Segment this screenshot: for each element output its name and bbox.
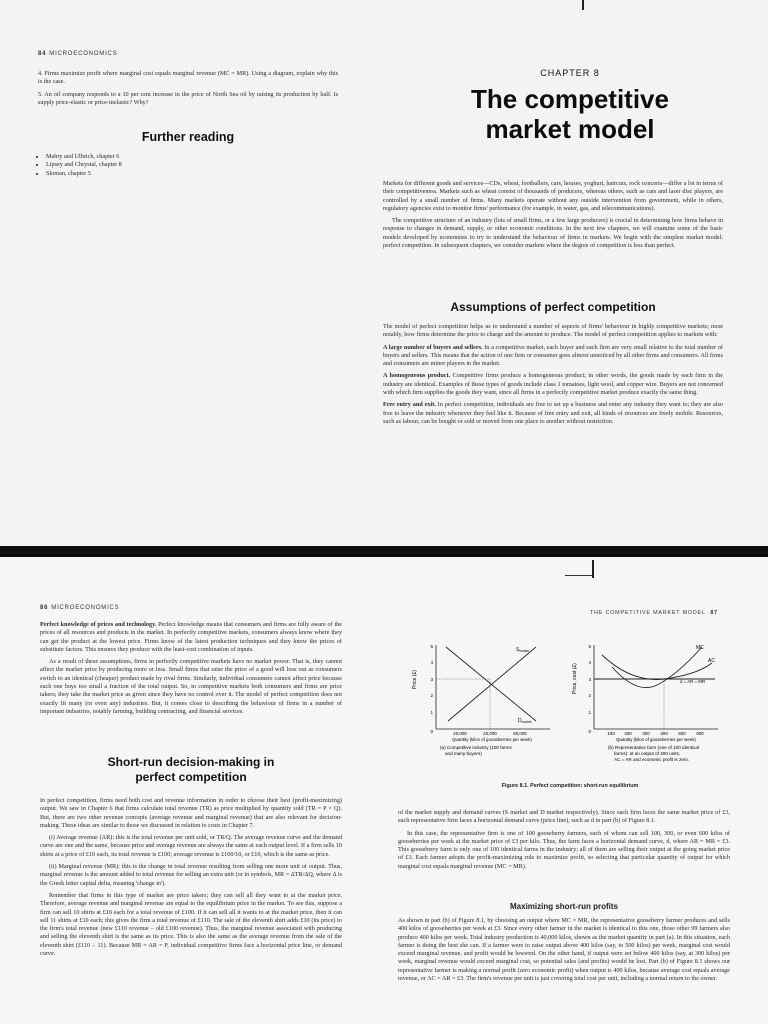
running-head [38,51,117,57]
short-run-paragraph: (ii) Marginal revenue (MR): this is the change in total revenue resulting from selling one more unit of output. Thus, marginal revenue is the amount added to total revenue for selling an extra unit (or in symbols, MR = ΔTR/ΔQ, where Δ is the Greek letter capital delta, meaning 'change in'). [40,863,342,887]
knowledge-section [40,621,342,720]
short-run-paragraph: (i) Average revenue (AR): this is the total revenue per unit sold, or TR/Q. The average revenue curve and the demand curve are one and the same, because price and average revenue are always the same at each output level. If a firm sells 10 shirts at a price of £10 each, its total revenue is £100; average revenue is £100/10, or £10, which is the same as price. [40,834,342,858]
tick-label: 40,000 [483,731,497,736]
assumptions-title: Assumptions of perfect competition [450,300,656,314]
maximizing-paragraph: As shown in part (b) of Figure 8.1, by choosing an output where MC = MR, the representative gooseberry farmer produces and sells 400 kilos of gooseberries per week at £3. Since every other farmer in the market is identical to this one, those other 99 farmers also produce 400 kilos per week. Total industry production is 40,000 kilos, shown as the market quantity in part (a). In this situation, each farmer is doing the best she can. If a farmer were to raise output above 400 kilos (say, to 500 kilos) per week, marginal cost would exceed marginal revenue, and profit would be lowered. On the other hand, if output were set below 400 kilos (say, at 300 kilos) per week, marginal revenue would exceed marginal cost, so potential sales (and profits) would be lost. Part (b) of Figure 8.1 shows our representative farmer is making a normal profit (zero economic profit) when output is 400 kilos, because average cost equals average revenue, or AC = AR = £3. The firm's revenue per unit is just covering total cost per unit, including a normal return to the owner. [398,917,730,983]
panel-a-ylabel: Price (£) [412,670,418,689]
panel-b-caption: AC = AR and economic profit is zero. [614,757,690,762]
chapter-title [400,84,740,144]
demand-label: $D_{market}$ [518,718,532,724]
tick-label: 60,000 [513,731,527,736]
panel-a [412,644,550,756]
tick-label: 4 [588,660,591,665]
bottom-spread [0,557,768,1024]
panel-b-xlabel: Quantity (kilos of gooseberries per week) [616,737,696,742]
assumption-item: Free entry and exit. In perfect competition, individuals are free to set up a business and enter any industry they want to; they are also free to leave the industry whenever they feel like it. Because of free entry and exit, all kinds of resources are freely mobile. Resources, such as labour, can be bought or sold or moved from one place to another without restriction. [383,401,723,425]
tick-label: 400 [660,731,668,736]
tick-label: 1 [430,710,433,715]
list-item: • Lipsey and Chrystal, chapter 8 [46,161,336,169]
assumptions-body [383,323,723,430]
running-head [590,610,721,616]
list-item: • Mabry and Ulbrich, chapter 6 [46,153,336,161]
tick-label: 600 [696,731,704,736]
further-reading-list [38,153,336,178]
tick-label: 1 [588,710,591,715]
assumption-item: A large number of buyers and sellers. In a competitive market, each buyer and each firm are very small relative to the total number of buyers and sellers. This means that the action of one firm or consumer goes almost unnoticed by all other firms and consumers. All firms and consumers are minor players in the market. [383,343,723,368]
short-run-paragraph: Remember that firms in this type of market are price takers; they can sell all they want to at the market price. Therefore, average revenue and marginal revenue are equal to the equilibrium price in the market. To see this, suppose a firm can sell 10 shirts at £10 each for a total revenue of £100. If it can sell all it wants to at the market price, then it can sell 11 shirts at £10 each; this gives the firm a total revenue of £110. The sale of the eleventh shirt adds £10 (its price) to the firm's total revenue (new £110 revenue – old £100 revenue). Thus, the marginal revenue associated with producing and selling the eleventh shirt is the same as its price. This is also the same as the average revenue from the sale of the eleventh shirt (£110 ÷ 11). Because MR = AR = P, individual competitive firms face a horizontal price line, or demand curve. [40,891,342,958]
running-head-text: MICROECONOMICS [49,51,118,57]
farm-paragraph: In this case, the representative firm is one of 100 gooseberry farmers, each of whom can sell 100, 300, or even 600 kilos of gooseberries per week at the market price of £3 per kilo. Thus, the farm faces a horizontal demand curve, d, where AR = MR = £3. This gooseberry farm is only one of 100 identical farms in the industry; all of them are selling their output at the going market price of £3. Each farmer adopts the profit-maximizing rule to maximize profit, so selecting that particular quantity of output for which marginal cost equals marginal revenue (MC = MR). [398,829,730,870]
tick-label: 20,000 [453,731,467,736]
short-run-title: Short-run decision-making in perfect competition [107,755,275,784]
demand-price-label: d = AR = MR [680,679,706,684]
maximizing-body [398,917,730,987]
figure-caption: Figure 8.1. Perfect competition: short-run equilibrium [501,783,639,789]
question-4: 4. Firms maximize profit where marginal cost equals marginal revenue (MC = MR). Using a diagram, explain why this is the case. [38,70,338,86]
panel-a-y-ticks [430,644,433,734]
tick-label: 3 [430,677,433,682]
tick-label: 2 [430,693,433,698]
tick-label: 2 [588,693,591,698]
assumptions-intro: The model of perfect competition helps us to understand a number of aspects of firms' behaviour in highly competitive markets; most notably, how firms determine the price to charge and the amount to produce. The model of perfect competition applies to markets with: [383,323,723,339]
assumption-item: A homogeneous product. Competitive firms produce a homogeneous product; in other words, the goods made by each firm in the industry are identical. Examples of these types of goods include class 1 tomatoes, light wool, and copper wire. Buyers are not concerned with which firm supplies the goods they want, since all firms in a perfectly competitive market produce exactly the same thing. [383,372,723,397]
tick-label: 5 [588,644,591,649]
mc-label: MC [696,645,704,651]
price-takers-paragraph: As a result of these assumptions, firms in perfectly competitive markets have no market power. That is, they cannot affect the market price by producing more or less. Small firms that raise the price of a good will lose out as consumers switch to an identical (cheaper) product made by rival firms. Similarly, individual consumers cannot affect price because each one buys too small a fraction of the total output. So, in competitive markets both consumers and firms are price takers; they take the market price as given since they have no control over it. The model of perfect competition does not exactly fit many (or even any) industries. But, it comes close to describing the behaviour of firms in a number of important industries, notably farming, building contracting, and financial services. [40,658,342,715]
running-head [40,605,119,611]
right-page-body [398,809,730,875]
supply-label: $S_{market}$ [516,647,530,653]
tick-label: 300 [642,731,650,736]
tick-label: 4 [430,660,433,665]
chapter-intro [383,180,723,254]
intro-paragraph: The competitive structure of an industry (lots of small firms, or a few large producers) is crucial in determining how firms behave in response to changes in demand, supply, or other economic conditions. In the next few chapters, we will examine some of the basic models developed by economists to try to understand the behaviour of firms in markets. We begin with the simplest market model: perfect competition. In subsequent chapters, we consider markets where the degree of competition is less than perfect. [383,217,723,250]
end-questions [38,70,338,111]
short-run-body [40,797,342,962]
page-number: 84 [38,51,47,57]
tick-label: 0 [588,729,591,734]
panel-a-xlabel: Quantity (kilos of gooseberries per week) [452,737,532,742]
further-reading-title: Further reading [141,130,235,144]
running-head-text: THE COMPETITIVE MARKET MODEL [590,610,706,616]
chapter-title-line: The competitive [471,84,669,114]
gutter-line [565,575,593,576]
panel-b-x-ticks [607,731,704,736]
chapter-label: CHAPTER 8 [540,68,600,78]
question-5: 5. An oil company responds to a 10 per cent increase in the price of North Sea oil by raising its production by half. Is supply price-elastic or price-inelastic? Why? [38,90,338,106]
tick-label: 500 [678,731,686,736]
short-run-paragraph: In perfect competition, firms need both cost and revenue information in order to choose their best (profit-maximizing) output. We saw in Chapter 6 that firms calculate total revenue (TR) as price multiplied by quantity sold (TR = P × Q). But, there are two other revenue concepts (average revenue and marginal revenue) that are also relevant for decision-making. These ideas are similar to those we discussed in relation to costs in Chapter 7. [40,797,342,829]
panel-b-caption: (b) Representative farm (one of 100 identical [608,745,699,750]
tick-label: 100 [607,731,615,736]
page-number: 87 [710,610,718,616]
chapter-title-line: market model [485,114,655,144]
tick-label: 200 [624,731,632,736]
tick-label: 0 [430,729,433,734]
maximizing-title: Maximizing short-run profits [510,902,618,911]
panel-b-caption: farms): at an output of 400 units, [614,751,681,756]
figure-8-1 [412,637,728,769]
tick-label: 5 [430,644,433,649]
panel-a-x-ticks [453,731,527,736]
panel-a-caption: (a) Competitive industry (100 farms [440,745,512,750]
intro-paragraph: Markets for different goods and services—CDs, wheat, footballers, cars, houses, yoghurt, haircuts, rock concerts—differ a lot in terms of their competitiveness. Markets such as wheat consist of thousands of producers, whereas others, such as cars and laser disc players, are controlled by a small number of firms. Many markets operate without any outside intervention from government, while in others, regulatory agencies exist to monitor firms' performance (for example, in water, gas, and telecommunications). [383,180,723,212]
ac-label: AC [708,658,715,664]
running-head-text: MICROECONOMICS [51,605,120,611]
average-cost-curve [602,655,712,680]
list-item: • Sloman, chapter 5 [46,170,336,178]
page-number: 86 [40,605,49,611]
panel-a-caption: and many buyers) [445,751,482,756]
panel-b [572,644,718,762]
panel-b-y-ticks [588,644,591,734]
gutter-mark [582,0,584,10]
assumption-item: Perfect knowledge of prices and technology. Perfect knowledge means that consumers and firms are fully aware of the prices of all resources and products in the market. In perfectly competitive markets, consumers always know where they can get the product at the lowest price. Firms know of the latest production techniques and they know the prices of substitute factors. This ensures they produce with the least-cost combination of inputs. [40,621,342,653]
market-paragraph: of the market supply and demand curves (S market and D market respectively). Since each firm faces the same market price of £3, each representative firm faces a horizontal demand curve (price line), such as d in part (b) of Figure 8.1. [398,809,730,825]
tick-label: 3 [588,677,591,682]
panel-b-ylabel: Price, cost (£) [572,663,578,694]
